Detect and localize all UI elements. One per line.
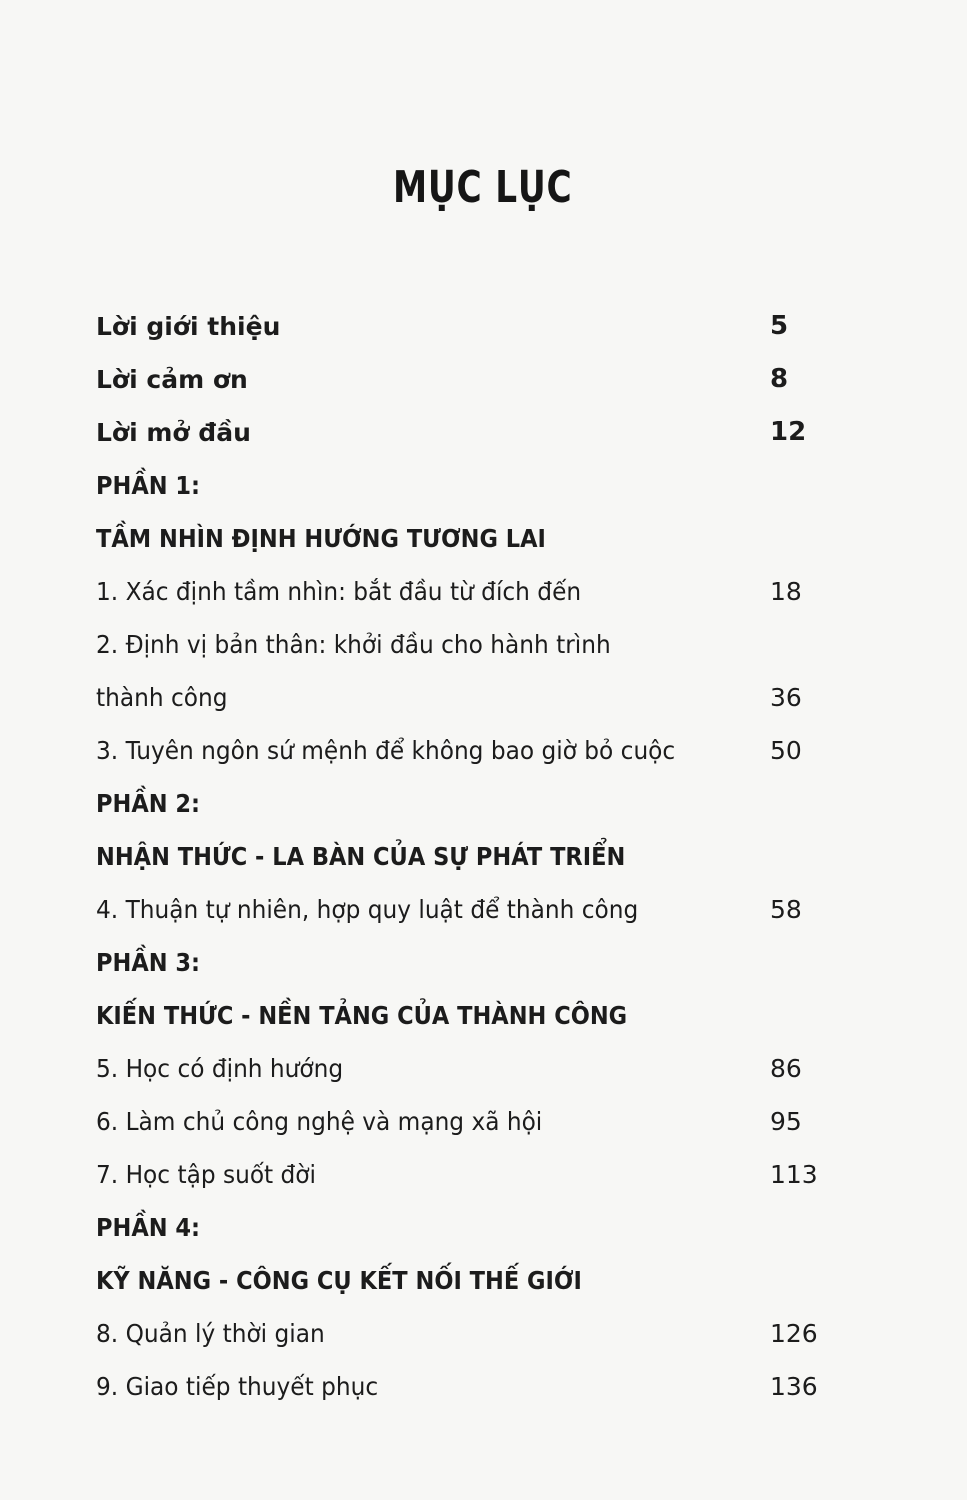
toc-entry-title: Lời mở đầu xyxy=(96,418,251,447)
part-number: PHẦN 1: xyxy=(96,471,201,500)
toc-chapter-continuation xyxy=(96,671,836,724)
toc-entry-title: Lời cảm ơn xyxy=(96,365,248,394)
part-title: KỸ NĂNG - CÔNG CỤ KẾT NỐI THẾ GIỚI xyxy=(96,1266,582,1295)
toc-part-label xyxy=(96,1201,836,1254)
toc-entry-introduction xyxy=(96,300,836,353)
chapter-page: 113 xyxy=(770,1160,818,1189)
chapter-page: 86 xyxy=(770,1054,802,1083)
toc-entry-page: 12 xyxy=(770,417,807,447)
toc-entry-title: Lời giới thiệu xyxy=(96,312,281,341)
chapter-title: thành công xyxy=(96,683,228,712)
table-of-contents xyxy=(96,300,836,1413)
toc-chapter xyxy=(96,1360,836,1413)
toc-part-label xyxy=(96,936,836,989)
chapter-title: 4. Thuận tự nhiên, hợp quy luật để thành công xyxy=(96,895,639,924)
part-number: PHẦN 3: xyxy=(96,948,201,977)
toc-entry-preface xyxy=(96,406,836,459)
toc-part-heading xyxy=(96,830,836,883)
chapter-title: 7. Học tập suốt đời xyxy=(96,1160,317,1189)
chapter-page: 36 xyxy=(770,683,802,712)
page-title: MỤC LỤC xyxy=(392,162,573,213)
chapter-page: 126 xyxy=(770,1319,818,1348)
toc-chapter xyxy=(96,883,836,936)
toc-chapter xyxy=(96,1148,836,1201)
toc-part-heading xyxy=(96,1254,836,1307)
toc-entry-acknowledgements xyxy=(96,353,836,406)
chapter-page: 50 xyxy=(770,736,802,765)
toc-entry-page: 5 xyxy=(770,311,789,341)
toc-chapter xyxy=(96,1095,836,1148)
chapter-page: 95 xyxy=(770,1107,802,1136)
toc-entry-page: 8 xyxy=(770,364,789,394)
chapter-title: 9. Giao tiếp thuyết phục xyxy=(96,1372,379,1401)
part-title: NHẬN THỨC - LA BÀN CỦA SỰ PHÁT TRIỂN xyxy=(96,842,626,871)
part-number: PHẦN 2: xyxy=(96,789,201,818)
toc-part-heading xyxy=(96,989,836,1042)
chapter-title: 8. Quản lý thời gian xyxy=(96,1319,325,1348)
chapter-title: 3. Tuyên ngôn sứ mệnh để không bao giờ bỏ cuộc xyxy=(96,736,676,765)
toc-chapter xyxy=(96,1307,836,1360)
toc-chapter xyxy=(96,1042,836,1095)
toc-chapter xyxy=(96,565,836,618)
toc-chapter xyxy=(96,618,836,671)
chapter-page: 136 xyxy=(770,1372,818,1401)
part-title: KIẾN THỨC - NỀN TẢNG CỦA THÀNH CÔNG xyxy=(96,1001,628,1030)
chapter-page: 58 xyxy=(770,895,802,924)
chapter-title: 5. Học có định hướng xyxy=(96,1054,344,1083)
toc-part-label xyxy=(96,459,836,512)
chapter-title: 2. Định vị bản thân: khởi đầu cho hành trình xyxy=(96,630,611,659)
chapter-page: 18 xyxy=(770,577,802,606)
chapter-title: 1. Xác định tầm nhìn: bắt đầu từ đích đến xyxy=(96,577,582,606)
part-number: PHẦN 4: xyxy=(96,1213,201,1242)
part-title: TẦM NHÌN ĐỊNH HƯỚNG TƯƠNG LAI xyxy=(96,524,546,553)
toc-chapter xyxy=(96,724,836,777)
chapter-title: 6. Làm chủ công nghệ và mạng xã hội xyxy=(96,1107,543,1136)
toc-part-label xyxy=(96,777,836,830)
toc-part-heading xyxy=(96,512,836,565)
